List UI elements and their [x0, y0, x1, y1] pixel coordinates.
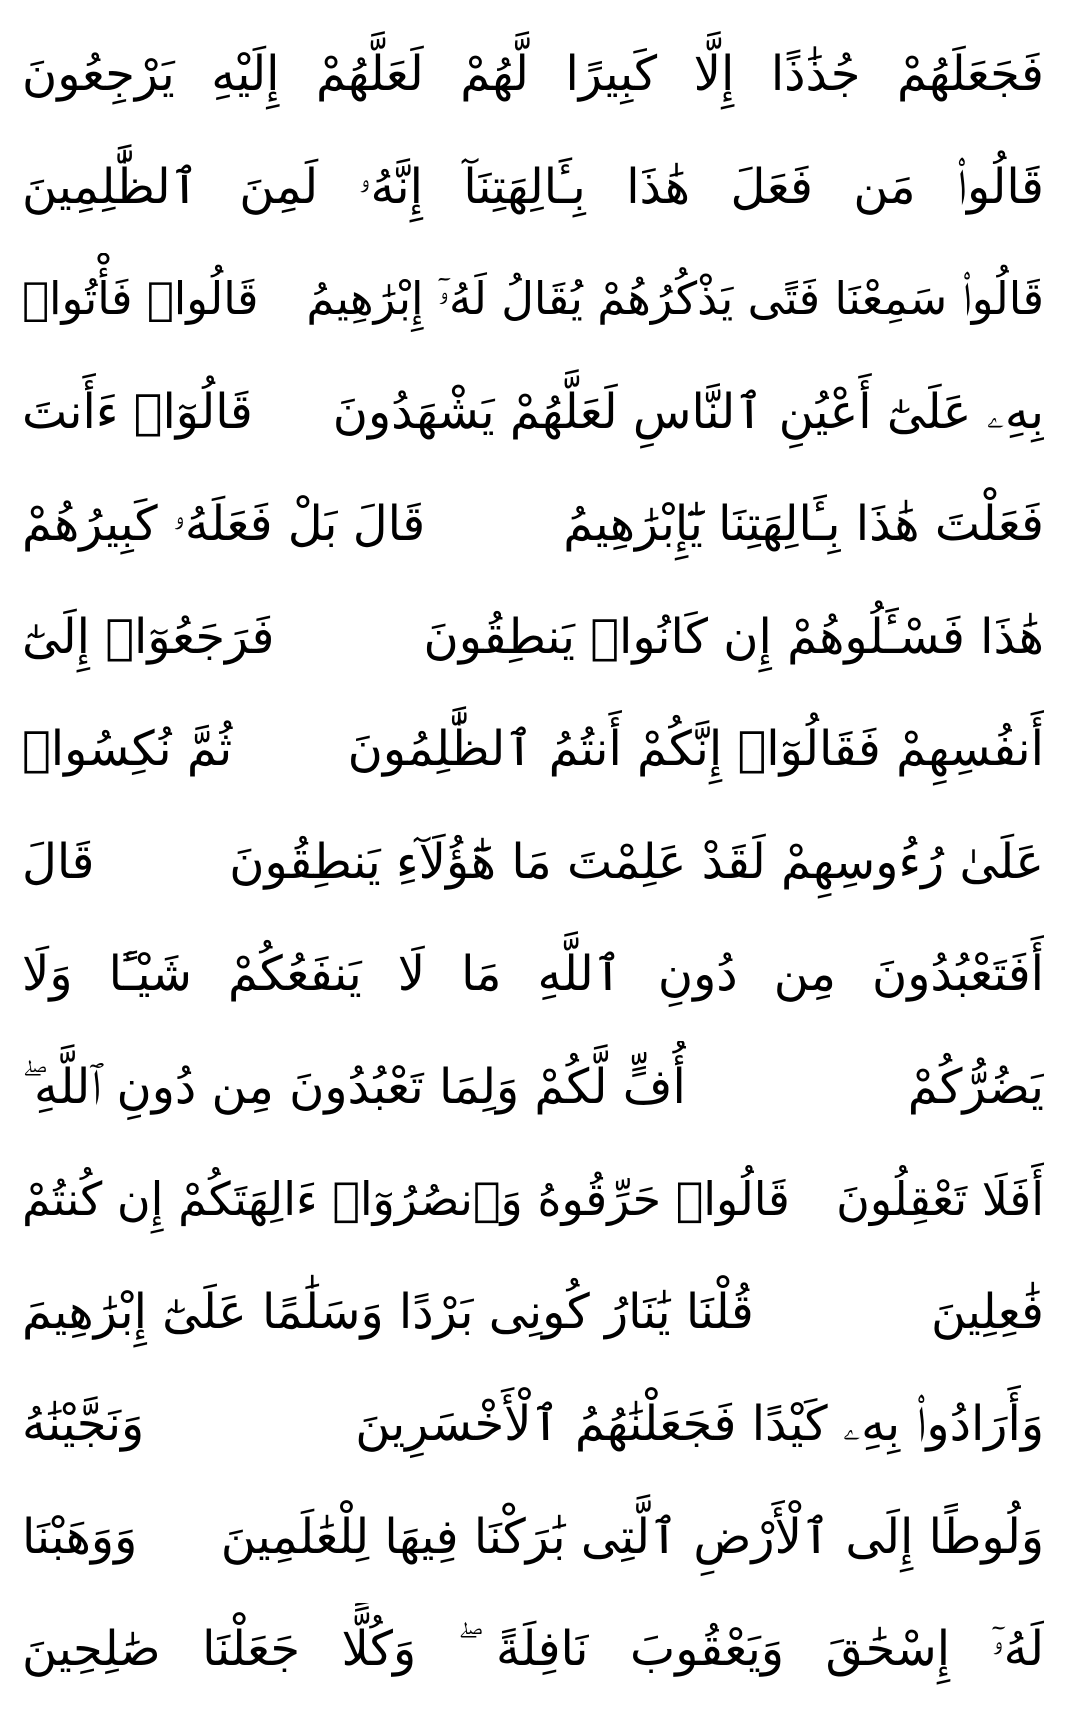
verse-line	[22, 1266, 1044, 1358]
verse-text: وَأَرَادُوا۟ بِهِۦ كَيْدًا فَجَعَلْنَٰهُمُ ٱلْأَخْسَرِينَ	[355, 1396, 1044, 1452]
verse-text: قَالُوا۟ حَرِّقُوهُ وَٱنصُرُوٓا۟ ءَالِهَتَكُمْ إِن كُنتُمْ	[22, 1172, 790, 1226]
verse-text: وَوَهَبْنَا	[22, 1508, 138, 1565]
verse-text: قُلْنَا يَٰنَارُ كُونِى بَرْدًا وَسَلَٰمًا عَلَىٰٓ إِبْرَٰهِيمَ	[22, 1283, 754, 1340]
verse-text: أَنفُسِهِمْ فَقَالُوٓا۟ إِنَّكُمْ أَنتُمُ ٱلظَّٰلِمُونَ	[347, 721, 1044, 777]
verse-text: أُفٍّ لَّكُمْ وَلِمَا تَعْبُدُونَ مِن دُونِ ٱللَّهِ ۖ	[22, 1058, 686, 1115]
verse-text: فَجَعَلَهُمْ جُذَٰذًا إِلَّا كَبِيرًا لَّهُمْ لَعَلَّهُمْ إِلَيْهِ يَرْجِعُونَ	[22, 46, 1044, 102]
verse-text: أَفَتَعْبُدُونَ مِن دُونِ ٱللَّهِ مَا لَا يَنفَعُكُمْ شَيْـًٔا وَلَا	[22, 946, 1044, 1002]
verse-line	[22, 703, 1044, 795]
verse-line	[22, 816, 1044, 908]
verse-text: وَلُوطًا إِلَى ٱلْأَرْضِ ٱلَّتِى بَٰرَكْنَا فِيهَا لِلْعَٰلَمِينَ	[220, 1508, 1044, 1565]
verse-line	[22, 1153, 1044, 1245]
verse-line	[22, 928, 1044, 1020]
verse-lines	[22, 28, 1044, 1695]
verse-line	[22, 366, 1044, 458]
verse-text: قَالَ	[22, 833, 95, 890]
verse-text: يَضُرُّكُمْ	[907, 1058, 1044, 1115]
verse-text: قَالُوا۟ مَن فَعَلَ هَٰذَا بِـَٔالِهَتِنَآ إِنَّهُۥ لَمِنَ ٱلظَّٰلِمِينَ	[22, 158, 1044, 215]
verse-text: قَالُوا۟ فَأْتُوا۟	[22, 272, 259, 325]
verse-text: وَنَجَّيْنَٰهُ	[22, 1396, 145, 1452]
verse-line	[22, 28, 1044, 120]
verse-line	[22, 591, 1044, 683]
verse-line	[22, 1603, 1044, 1695]
verse-text: لَهُۥٓ إِسْحَٰقَ وَيَعْقُوبَ نَافِلَةً ۖ وَكُلًّا جَعَلْنَا صَٰلِحِينَ	[22, 1621, 1044, 1677]
verse-line	[22, 478, 1044, 570]
verse-text: قَالُوٓا۟ ءَأَنتَ	[22, 383, 253, 440]
verse-text: قَالُوا۟ سَمِعْنَا فَتًى يَذْكُرُهُمْ يُقَالُ لَهُۥٓ إِبْرَٰهِيمُ	[306, 272, 1044, 325]
verse-line	[22, 141, 1044, 233]
verse-text: فَعَلْتَ هَٰذَا بِـَٔالِهَتِنَا يَٰٓإِبْرَٰهِيمُ	[563, 496, 1044, 552]
verse-line	[22, 1491, 1044, 1583]
verse-text: هَٰذَا فَسْـَٔلُوهُمْ إِن كَانُوا۟ يَنطِقُونَ	[423, 608, 1044, 665]
verse-text: أَفَلَا تَعْقِلُونَ	[836, 1172, 1044, 1226]
verse-line	[22, 253, 1044, 345]
verse-line	[22, 1378, 1044, 1470]
verse-text: فَرَجَعُوٓا۟ إِلَىٰٓ	[22, 608, 275, 665]
verse-text: عَلَىٰ رُءُوسِهِمْ لَقَدْ عَلِمْتَ مَا هَٰٓؤُلَآءِ يَنطِقُونَ	[229, 833, 1044, 890]
verse-text: بِهِۦ عَلَىٰٓ أَعْيُنِ ٱلنَّاسِ لَعَلَّهُمْ يَشْهَدُونَ	[332, 383, 1044, 440]
verse-text: ثُمَّ نُكِسُوا۟	[22, 721, 233, 777]
verse-text: فَٰعِلِينَ	[930, 1283, 1044, 1340]
verse-text: قَالَ بَلْ فَعَلَهُۥ كَبِيرُهُمْ	[22, 496, 426, 552]
verse-line	[22, 1041, 1044, 1133]
